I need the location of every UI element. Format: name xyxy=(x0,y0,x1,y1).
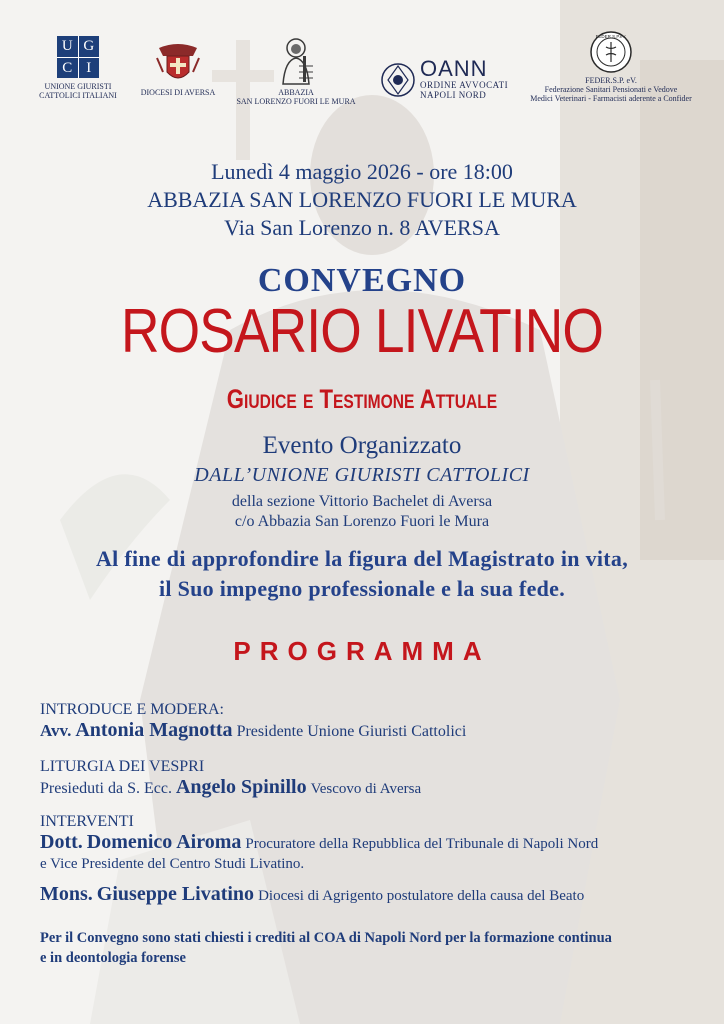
ugci-letter: I xyxy=(79,58,100,79)
event-title-name: ROSARIO LIVATINO xyxy=(120,297,604,366)
credits-line: e in deontologia forense xyxy=(40,950,186,966)
speaker-role-continued: e Vice Presidente del Centro Studi Livatino. xyxy=(40,856,305,872)
speaker-name: Angelo Spinillo xyxy=(175,776,307,798)
event-subtitle: Giudice e Testimone Attuale xyxy=(226,384,498,414)
oann-wordmark: OANN xyxy=(420,56,488,81)
event-address: Via San Lorenzo n. 8 AVERSA xyxy=(224,215,500,240)
program-heading: PROGRAMMA xyxy=(233,636,491,666)
oann-emblem-icon xyxy=(380,60,416,100)
ugci-caption: UNIONE GIURISTI xyxy=(44,82,112,91)
speaker-title: Avv. xyxy=(40,721,72,740)
aim-line: il Suo impegno professionale e la sua fede. xyxy=(158,576,566,601)
ugci-caption: CATTOLICI ITALIANI xyxy=(39,91,117,100)
speaker-role: Procuratore della Repubblica del Tribunale di Napoli Nord xyxy=(245,836,599,852)
logos-row xyxy=(0,28,724,118)
program-section-vespri xyxy=(40,757,421,799)
speaker-title: Mons. xyxy=(40,883,93,905)
event-date: Lunedì 4 maggio 2026 - ore 18:00 xyxy=(211,159,513,184)
federspev-caption: Medici Veterinari - Farmacisti aderente a Confider xyxy=(530,94,692,103)
event-details xyxy=(0,158,724,242)
credits-line: Per il Convegno sono stati chiesti i crediti al COA di Napoli Nord per la formazione continua xyxy=(40,930,612,946)
oann-caption: ORDINE AVVOCATI xyxy=(420,80,509,90)
organizer-section: della sezione Vittorio Bachelet di Aversa xyxy=(231,493,493,510)
federspev-logo xyxy=(508,30,714,103)
federspev-badge-icon xyxy=(589,30,633,74)
speaker-role: Vescovo di Aversa xyxy=(310,781,422,797)
abbazia-caption: ABBAZIA xyxy=(278,88,314,97)
convegno-label: CONVEGNO xyxy=(257,262,467,299)
section-heading: LITURGIA DEI VESPRI xyxy=(40,758,205,775)
speaker-title: Presieduti da S. Ecc. xyxy=(40,780,172,797)
abbazia-logo xyxy=(226,36,366,106)
ugci-emblem xyxy=(57,36,99,78)
program-section-moderator xyxy=(40,700,466,742)
speaker-title: Dott. xyxy=(40,831,83,853)
aim-line: Al fine di approfondire la figura del Magistrato in vita, xyxy=(95,546,629,571)
diocese-coat-of-arms-icon xyxy=(153,42,203,86)
abbazia-caption: SAN LORENZO FUORI LE MURA xyxy=(236,97,356,106)
ugci-letter: C xyxy=(57,58,78,79)
speaker-name: Giuseppe Livatino xyxy=(96,883,255,905)
credits-note xyxy=(40,928,710,968)
speaker-role: Diocesi di Agrigento postulatore della causa del Beato xyxy=(258,888,585,904)
program-section-livatino xyxy=(40,884,584,906)
organizer-location: c/o Abbazia San Lorenzo Fuori le Mura xyxy=(234,513,490,530)
event-venue: ABBAZIA SAN LORENZO FUORI LE MURA xyxy=(147,187,577,212)
saint-lorenzo-icon xyxy=(273,36,319,86)
ugci-letter: U xyxy=(57,36,78,57)
diocesi-logo xyxy=(133,42,223,97)
section-heading: INTERVENTI xyxy=(40,813,134,830)
federspev-caption: Federazione Sanitari Pensionati e Vedove xyxy=(544,85,678,94)
federspev-caption: FEDER.S.P. eV. xyxy=(585,76,637,85)
diocesi-caption: DIOCESI DI AVERSA xyxy=(140,88,216,97)
speaker-name: Antonia Magnotta xyxy=(75,719,233,741)
program-section-interventi xyxy=(40,812,598,874)
speaker-name: Domenico Airoma xyxy=(86,831,242,853)
oann-caption: NAPOLI NORD xyxy=(420,90,487,100)
speaker-role: Presidente Unione Giuristi Cattolici xyxy=(236,723,467,740)
organizer-name: DALL’UNIONE GIURISTI CATTOLICI xyxy=(194,464,530,486)
section-heading: INTRODUCE E MODERA: xyxy=(40,701,224,718)
ugci-logo xyxy=(28,36,128,100)
organizer-details xyxy=(0,492,724,532)
event-aim xyxy=(0,544,724,604)
federspev-badge-text: FEDER.S.P.eV. xyxy=(595,34,627,39)
organizer-heading: Evento Organizzato xyxy=(262,432,462,459)
ugci-letter: G xyxy=(79,36,100,57)
